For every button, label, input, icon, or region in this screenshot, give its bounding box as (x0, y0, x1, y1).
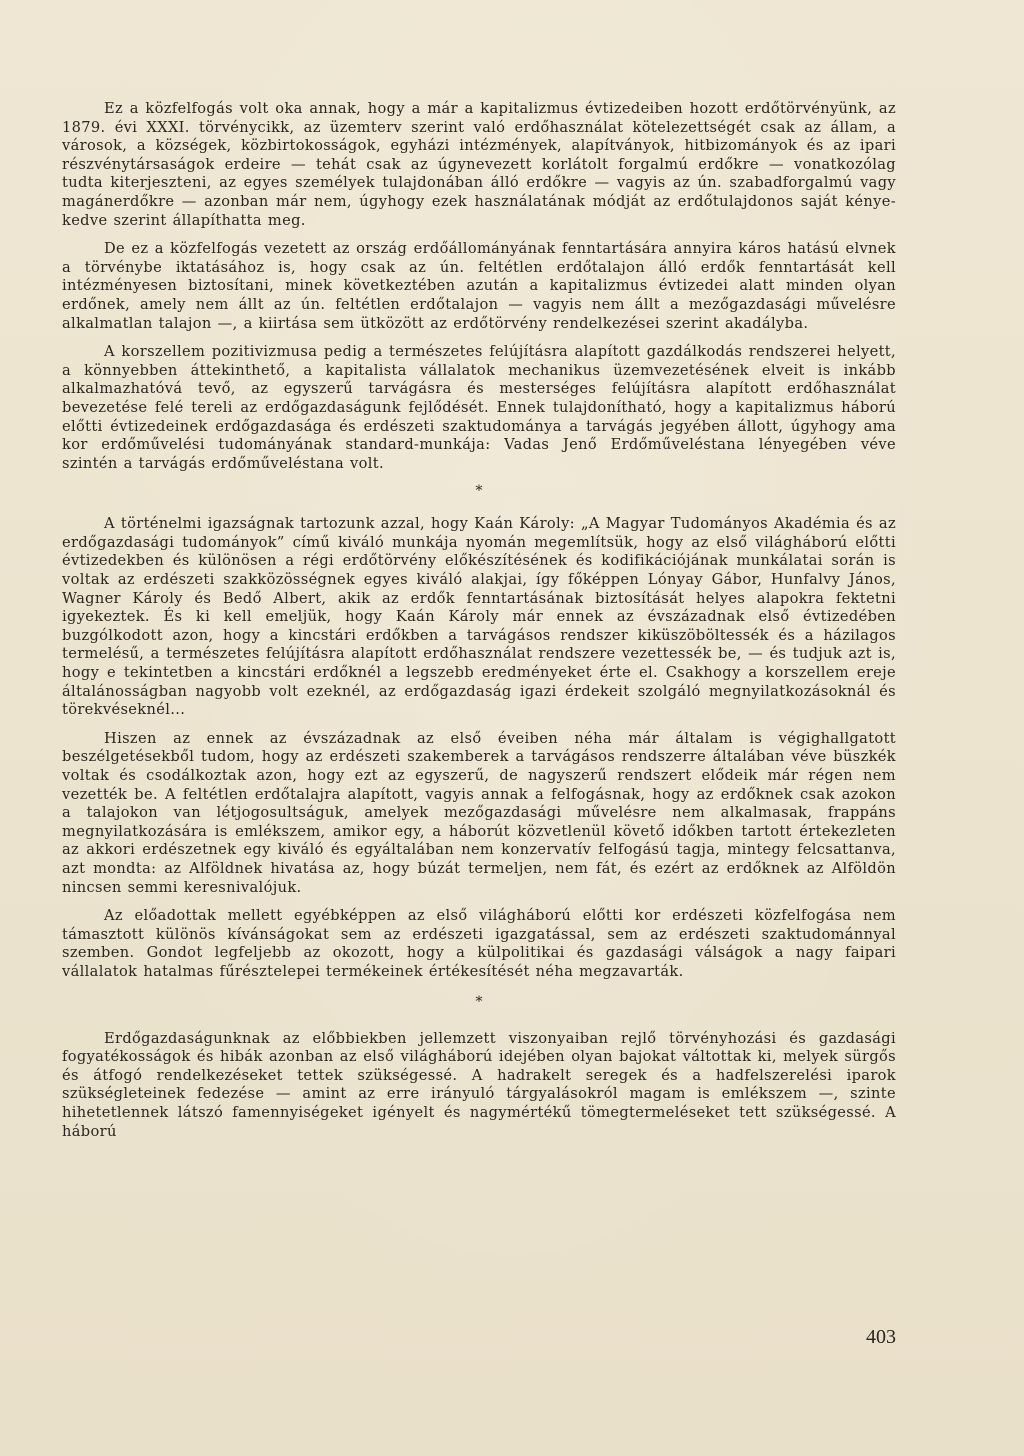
paragraph-4: A történelmi igazságnak tartozunk azzal, hogy Kaán Károly: „A Magyar Tudományos Akadémia és az erdőgazdasági tudományok” című kiváló munkája nyomán megemlítsük, hogy az első világháború előtti évtizedekben és különösen a régi erdőtörvény előkészítésének és kodifikációjának munkálatai során is voltak az erdészeti szakközösségnek egyes kiváló alakjai, így főképpen Lónyay Gábor, Hunfalvy János, Wagner Károly és Bedő Albert, akik az erdők fenntartásának biztosítását helyes alapokra fektetni igyekeztek. És ki kell emeljük, hogy Kaán Károly már ennek az évszázadnak első évtizedében buzgólkodott azon, hogy a kincstári erdőkben a tarvágásos rendszer kiküszöböltessék és a házilagos termelésű, a természetes felújításra alapított erdőhasználat rendszere vezettessék be, — és tudjuk azt is, hogy e tekintetben a kincstári erdőknél a legszebb eredményeket érte el. Csakhogy a korszellem ereje általánosságban nagyobb volt ezeknél, az erdőgazdaság igazi érdekeit szolgáló megnyilatkozásoknál és törekvéseknél... (62, 515, 896, 719)
paragraph-5: Hiszen az ennek az évszázadnak az első éveiben néha már általam is végighallgatott beszélgetésekből tudom, hogy az erdészeti szakemberek a tarvágásos rendszerre általában véve büszkék voltak és csodálkoztak azon, hogy ezt az egyszerű, de nagyszerű rendszert elődeik már régen nem vezették be. A feltétlen erdőtalajra alapított, vagyis annak a felfogásnak, hogy az erdőknek csak azokon a talajokon van létjogosultságuk, amelyek mezőgazdasági művelésre nem alkalmasak, frappáns megnyilatkozására is emlékszem, amikor egy, a háborút közvetlenül követő időkben tartott értekezleten az akkori erdészetnek egy kiváló és egyáltalában nem konzervatív felfogású tagja, mintegy felcsattanva, azt mondta: az Alföldnek hivatása az, hogy búzát termeljen, nem fát, és ezért az erdőknek az Alföldön nincsen semmi keresnivalójuk. (62, 729, 896, 896)
section-separator-1: * (475, 483, 483, 500)
paragraph-7: Erdőgazdaságunknak az előbbiekben jellemzett viszonyaiban rejlő törvényhozási és gazdasági fogyatékosságok és hibák azonban az első világháború idejében olyan bajokat váltottak ki, melyek sürgős és átfogó rendelkezéseket tettek szükségessé. A hadrakelt seregek és a hadfelszerelési iparok szükségleteinek fedezése — amint az erre irányuló tárgyalásokról magam is emlékszem —, szinte hihetetlennek látszó famennyiségeket igényelt és nagymértékű tömegtermeléseket tett szükségessé. A háború (62, 1029, 896, 1140)
paragraph-2: De ez a közfelfogás vezetett az ország erdőállományának fenntartására annyira káros hatású elvnek a törvénybe iktatásához is, hogy csak az ún. feltétlen erdőtalajon álló erdők fenntartását kell intézményesen biztosítani, minek következtében azután a kapitalizmus évtizedei alatt minden olyan erdőnek, amely nem állt az ún. feltétlen erdőtalajon — vagyis nem állt a mezőgazdasági művelésre alkalmatlan talajon —, a kiirtása sem ütközött az erdőtörvény rendelkezései szerint akadályba. (62, 240, 896, 332)
paragraph-1: Ez a közfelfogás volt oka annak, hogy a már a kapitalizmus évtizedeiben hozott erdőtörvényünk, az 1879. évi XXXI. törvénycikk, az üzemterv szerint való erdőhasználat kötelezettségét csak az állam, a városok, a községek, közbirtokosságok, egyházi intézmények, alapítványok, hitbizományok és az ipari részvénytársaságok erdeire — tehát csak az úgynevezett korlátolt forgalmú erdőkre — vonatkozólag tudta kiterjeszteni, az egyes személyek tulajdonában álló erdőkre — vagyis az ún. szabadforgalmú vagy magánerdőkre — azonban már nem, úgyhogy ezek használatának módját az erdőtulajdonos saját kénye-kedve szerint állapíthatta meg. (62, 100, 896, 229)
body-text (62, 100, 896, 1151)
page-number: 403 (866, 1326, 896, 1348)
paragraph-3: A korszellem pozitivizmusa pedig a természetes felújításra alapított gazdálkodás rendszerei helyett, a könnyebben áttekinthető, a kapitalista vállalatok mechanikus üzemvezetésének elveit is inkább alkalmazhatóvá tevő, az egyszerű tarvágásra és mesterséges felújításra alapított erdőhasználat bevezetése felé tereli az erdőgazdaságunk fejlődését. Ennek tulajdonítható, hogy a kapitalizmus háború előtti évtizedeinek erdőgazdasága és erdészeti szaktudománya a tarvágás jegyében állott, úgyhogy ama kor erdőművelési tudományának standard-munkája: Vadas Jenő Erdőműveléstana lényegében véve szintén a tarvágás erdőműveléstana volt. (62, 343, 896, 472)
section-separator-2: * (475, 993, 483, 1010)
paragraph-6: Az előadottak mellett egyébképpen az első világháború előtti kor erdészeti közfelfogása nem támasztott különös kívánságokat sem az erdészeti igazgatással, sem az erdészeti szaktudománnyal szemben. Gondot legfeljebb az okozott, hogy a külpolitikai és gazdasági válságok a nagy faipari vállalatok hatalmas fűrésztelepei termékeinek értékesítését néha megzavarták. (62, 907, 896, 980)
